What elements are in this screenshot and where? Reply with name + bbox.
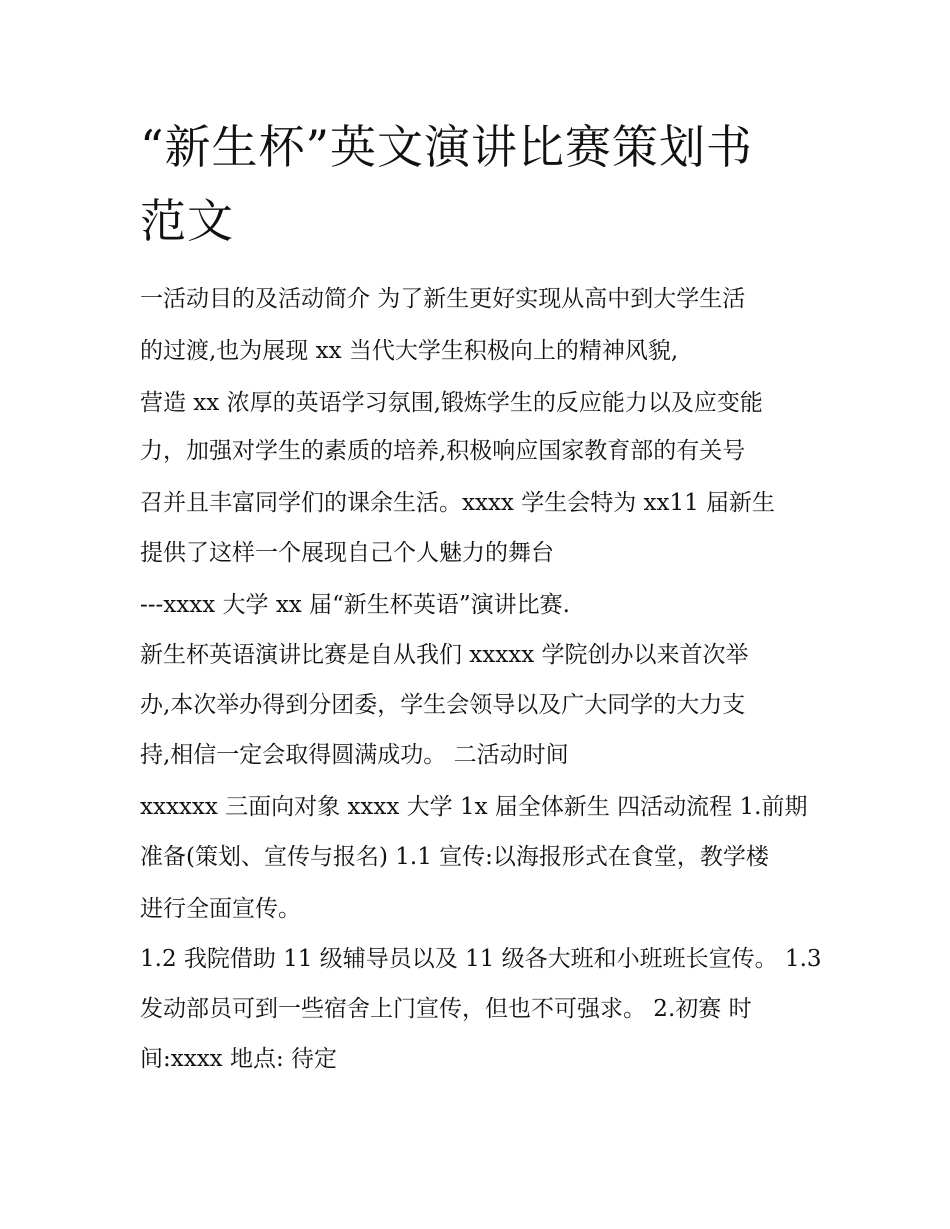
body-text-line: 提供了这样一个展现自己个人魅力的舞台 [140,540,554,566]
body-text-line: 新生杯英语演讲比赛是自从我们 xxxxx 学院创办以来首次举 [140,642,749,668]
body-text-line: 发动部员可到一些宿舍上门宣传，但也不可强求。 2.初赛 时 [140,996,752,1022]
document-title [140,110,820,258]
title-line: 范文 [140,194,234,248]
title-line: “新生杯”英文演讲比赛策划书 [140,120,754,174]
body-text-line: 办,本次举办得到分团委，学生会领导以及广大同学的大力支 [140,692,746,718]
body-text-line: 间:xxxx 地点: 待定 [140,1046,338,1072]
body-text-line: 的过渡,也为展现 xx 当代大学生积极向上的精神风貌, [140,338,679,364]
body-text-line: 持,相信一定会取得圆满成功。 二活动时间 [140,742,569,768]
body-text-line: 营造 xx 浓厚的英语学习氛围,锻炼学生的反应能力以及应变能 [140,390,763,416]
body-text-line: ---xxxx 大学 xx 届“新生杯英语”演讲比赛. [140,592,570,618]
body-text-line: 召并且丰富同学们的课余生活。xxxx 学生会特为 xx11 届新生 [140,490,776,516]
body-text-line: 准备(策划、宣传与报名) 1.1 宣传:以海报形式在食堂，教学楼 [140,844,769,870]
body-text-line: 进行全面宣传。 [140,896,301,922]
body-text-line: xxxxxx 三面向对象 xxxx 大学 1x 届全体新生 四活动流程 1.前期 [140,794,808,820]
body-text-line: 力，加强对学生的素质的培养,积极响应国家教育部的有关号 [140,438,746,464]
body-text-line: 1.2 我院借助 11 级辅导员以及 11 级各大班和小班班长宣传。 1.3 [140,946,822,972]
body-text-line: 一活动目的及活动简介 为了新生更好实现从高中到大学生活 [140,286,746,312]
